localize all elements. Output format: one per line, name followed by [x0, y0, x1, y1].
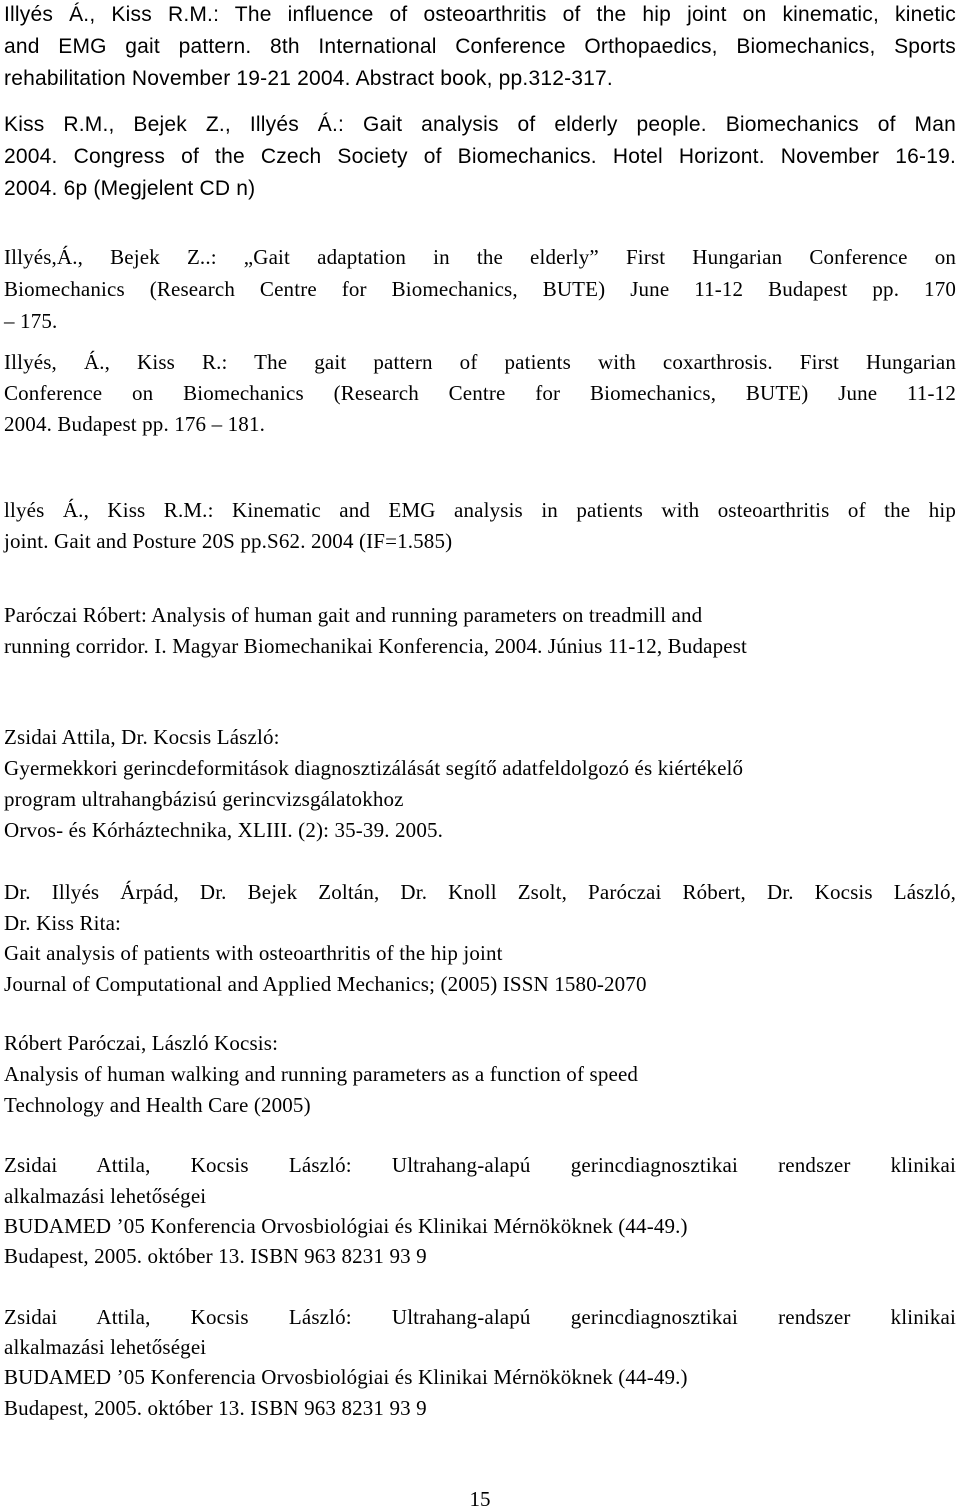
page-number: 15 — [469, 1487, 491, 1511]
reference-10-line-4: Budapest, 2005. október 13. ISBN 963 8231 93 9 — [4, 1244, 427, 1268]
reference-7-line-4: Orvos- és Kórháztechnika, XLIII. (2): 35-39. 2005. — [4, 818, 444, 842]
reference-11-line-3: BUDAMED ’05 Konferencia Orvosbiológiai és Klinikai Mérnököknek (44-49.) — [4, 1365, 688, 1389]
reference-7-line-3: program ultrahangbázisú gerincvizsgálatokhoz — [4, 787, 404, 811]
reference-6-line-1: Paróczai Róbert: Analysis of human gait and running parameters on treadmill and — [4, 603, 703, 627]
reference-3-line-1: Illyés,Á., Bejek Z..: „Gait adaptation in the elderly” First Hungarian Conference on — [4, 245, 956, 269]
reference-11-line-2: alkalmazási lehetőségei — [4, 1335, 207, 1359]
reference-9-line-3: Technology and Health Care (2005) — [4, 1093, 311, 1117]
reference-7-line-1: Zsidai Attila, Dr. Kocsis László: — [4, 725, 280, 749]
reference-4-line-3: 2004. Budapest pp. 176 – 181. — [4, 412, 266, 436]
reference-8-line-1: Dr. Illyés Árpád, Dr. Bejek Zoltán, Dr. Knoll Zsolt, Paróczai Róbert, Dr. Kocsis László, — [4, 880, 956, 904]
reference-3-line-3: – 175. — [4, 309, 58, 333]
reference-10-line-1: Zsidai Attila, Kocsis László: Ultrahang-alapú gerincdiagnosztikai rendszer klinikai — [4, 1153, 956, 1177]
reference-10-line-3: BUDAMED ’05 Konferencia Orvosbiológiai és Klinikai Mérnököknek (44-49.) — [4, 1214, 688, 1238]
reference-9-line-1: Róbert Paróczai, László Kocsis: — [4, 1031, 279, 1055]
reference-11-line-4: Budapest, 2005. október 13. ISBN 963 8231 93 9 — [4, 1396, 427, 1420]
reference-10-line-2: alkalmazási lehetőségei — [4, 1184, 207, 1208]
reference-2-line-1: Kiss R.M., Bejek Z., Illyés Á.: Gait analysis of elderly people. Biomechanics of Man — [4, 113, 956, 136]
reference-2-line-2: 2004. Congress of the Czech Society of Biomechanics. Hotel Horizont. November 16-19. — [4, 145, 956, 168]
reference-9-line-2: Analysis of human walking and running parameters as a function of speed — [4, 1062, 639, 1086]
reference-4-line-1: Illyés, Á., Kiss R.: The gait pattern of patients with coxarthrosis. First Hungarian — [4, 350, 956, 374]
reference-8-line-3: Gait analysis of patients with osteoarthritis of the hip joint — [4, 941, 503, 965]
reference-8-line-2: Dr. Kiss Rita: — [4, 911, 122, 935]
reference-1-line-2: and EMG gait pattern. 8th International Conference Orthopaedics, Biomechanics, Sports — [4, 35, 956, 58]
reference-1-line-1: Illyés Á., Kiss R.M.: The influence of osteoarthritis of the hip joint on kinematic, kinetic — [4, 3, 956, 26]
reference-3-line-2: Biomechanics (Research Centre for Biomechanics, BUTE) June 11-12 Budapest pp. 170 — [4, 277, 956, 301]
reference-7-line-2: Gyermekkori gerincdeformitások diagnosztizálását segítő adatfeldolgozó és kiértékelő — [4, 756, 744, 780]
reference-2-line-3: 2004. 6p (Megjelent CD n) — [4, 177, 256, 200]
reference-5-line-1: llyés Á., Kiss R.M.: Kinematic and EMG analysis in patients with osteoarthritis of the hip — [4, 498, 956, 522]
reference-5-line-2: joint. Gait and Posture 20S pp.S62. 2004 (IF=1.585) — [4, 529, 453, 553]
reference-8-line-4: Journal of Computational and Applied Mechanics; (2005) ISSN 1580-2070 — [4, 972, 647, 996]
reference-11-line-1: Zsidai Attila, Kocsis László: Ultrahang-alapú gerincdiagnosztikai rendszer klinikai — [4, 1305, 956, 1329]
reference-6-line-2: running corridor. I. Magyar Biomechanikai Konferencia, 2004. Június 11-12, Budapest — [4, 634, 747, 658]
reference-1-line-3: rehabilitation November 19-21 2004. Abstract book, pp.312-317. — [4, 67, 613, 90]
reference-4-line-2: Conference on Biomechanics (Research Centre for Biomechanics, BUTE) June 11-12 — [4, 381, 956, 405]
